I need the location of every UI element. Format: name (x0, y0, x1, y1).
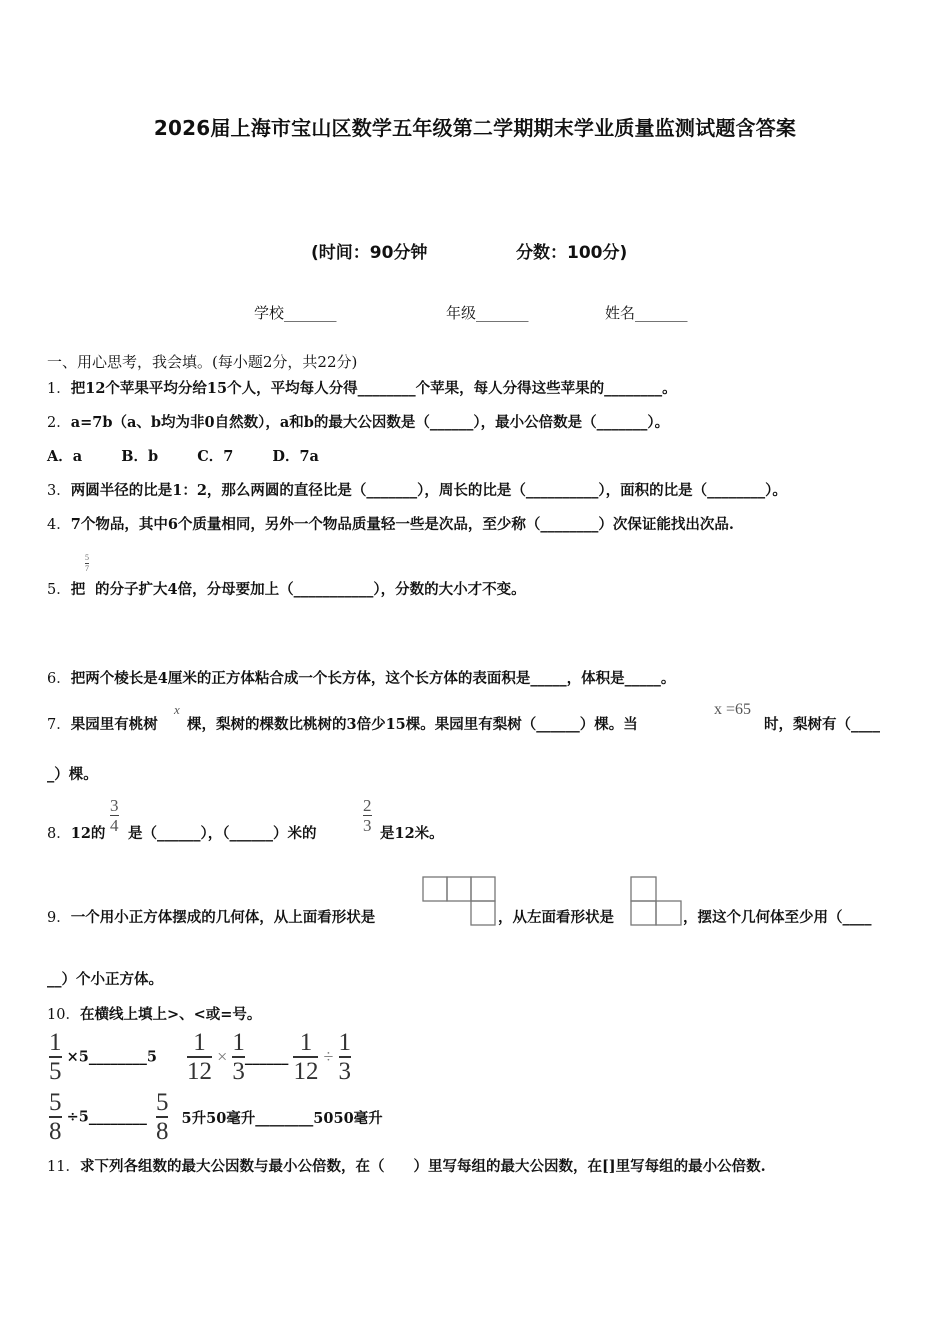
question-number: 10． (47, 1007, 80, 1023)
denominator: 3 (232, 1058, 245, 1085)
compare-row-1b (187, 1030, 351, 1084)
school-field: 学校_______ (254, 304, 337, 322)
question-text: 求下列各组数的最大公因数与最小公倍数，在（ ）里写每组的最大公因数，在[]里写每组的最小公倍数. (79, 1158, 766, 1175)
question-number: 4． (47, 517, 71, 533)
question-5 (47, 578, 85, 599)
question-text-pre: 果园里有桃树 (70, 716, 158, 733)
fraction-2-3 (363, 797, 372, 834)
question-text: 在横线上填上>、<或=号。 (79, 1006, 262, 1023)
question-text-post: 时，梨树有（____ (764, 716, 880, 733)
compare-expr-1: ×5________5 (66, 1048, 157, 1066)
question-11 (47, 1155, 766, 1176)
compare-blank: ______ (244, 1048, 289, 1066)
fraction-3-4 (110, 797, 119, 834)
top-view-figure (422, 876, 498, 928)
divide-sign: ÷ (323, 1046, 334, 1067)
question-7-post (764, 713, 880, 734)
compare-expr-2: ÷5________ (66, 1108, 147, 1126)
question-text-p3: 是12米。 (380, 825, 444, 842)
question-10 (47, 1003, 261, 1024)
question-7-cont (47, 763, 98, 784)
question-text-p2: 是（______），（______）米的 (128, 825, 317, 842)
question-text: 7个物品，其中6个质量相同，另外一个物品质量轻一些是次品，至少称（________）次保证能找出次品. (70, 516, 734, 533)
option-d: D．7a (272, 448, 319, 465)
option-c: C．7 (197, 448, 234, 465)
numerator: 1 (338, 1029, 352, 1056)
compare-row-2 (49, 1090, 383, 1144)
question-number: 1． (47, 381, 71, 397)
denominator: 4 (110, 816, 119, 835)
question-3 (47, 479, 787, 500)
question-text-p1: 12的 (70, 825, 106, 842)
numerator: 3 (110, 796, 119, 815)
denominator: 8 (49, 1118, 62, 1145)
question-number: 8． (47, 826, 71, 842)
question-number: 5． (47, 582, 71, 598)
denominator: 5 (49, 1058, 62, 1085)
question-9-mid (498, 906, 614, 927)
question-2 (47, 411, 669, 432)
condition-x-65: x =65 (714, 701, 752, 718)
question-text-mid: 棵，梨树的棵数比桃树的3倍少15棵。果园里有梨树（______）棵。当 (187, 716, 638, 733)
question-text-mid: ，从左面看形状是 (498, 909, 614, 926)
option-a: A．a (47, 448, 83, 465)
question-6 (47, 667, 675, 688)
denominator: 3 (363, 816, 372, 835)
numerator: 5 (49, 1089, 62, 1116)
numerator: 5 (155, 1089, 169, 1116)
left-view-figure (630, 876, 684, 928)
question-text-post: 的分子扩大4倍，分母要加上（___________），分数的大小才不变。 (95, 581, 526, 598)
question-text: 两圆半径的比是1：2，那么两圆的直径比是（_______），周长的比是（__________），面积的比是（________）。 (70, 482, 787, 499)
question-7 (47, 713, 158, 734)
numerator: 1 (299, 1029, 313, 1056)
question-text: 把两个棱长是4厘米的正方体粘合成一个长方体，这个长方体的表面积是_____，体积是_____。 (70, 670, 676, 687)
question-number: 6． (47, 671, 71, 687)
exam-score: 分数：100分) (516, 243, 628, 263)
page-title: 2026届上海市宝山区数学五年级第二学期期末学业质量监测试题含答案 (153, 116, 797, 140)
question-text-cont: _）棵。 (47, 766, 98, 783)
section-header: 一、用心思考，我会填。(每小题2分，共22分) (47, 353, 358, 371)
question-9-cont (47, 968, 163, 989)
denominator: 8 (155, 1118, 169, 1145)
question-text-pre: 把 (70, 581, 86, 598)
question-number: 11． (47, 1159, 80, 1175)
question-number: 7． (47, 717, 71, 733)
question-text-cont: __）个小正方体。 (47, 971, 163, 988)
numerator: 2 (363, 796, 372, 815)
question-8-mid (128, 822, 317, 843)
compare-row-1 (49, 1030, 157, 1084)
question-number: 9． (47, 910, 71, 926)
grade-field: 年级_______ (446, 304, 529, 322)
question-9 (47, 906, 375, 927)
fraction-5-7 (85, 553, 89, 573)
question-7-mid (187, 713, 638, 734)
question-8-post (380, 822, 444, 843)
denominator: 3 (338, 1058, 352, 1085)
question-text: a=7b（a、b均为非0自然数），a和b的最大公因数是（______），最小公倍数是（_______）。 (70, 414, 670, 431)
numerator: 1 (193, 1029, 206, 1056)
numerator: 5 (85, 553, 89, 562)
question-text-pre: 一个用小正方体摆成的几何体，从上面看形状是 (70, 909, 376, 926)
variable-x: x (174, 702, 180, 717)
question-8 (47, 822, 105, 843)
question-9-post (683, 906, 872, 927)
question-number: 3． (47, 483, 71, 499)
question-1 (47, 377, 677, 398)
question-4 (47, 513, 734, 534)
name-field: 姓名_______ (605, 304, 688, 322)
times-sign: × (217, 1046, 228, 1067)
question-2-options (47, 445, 319, 466)
denominator: 7 (85, 564, 89, 573)
question-number: 2． (47, 415, 71, 431)
compare-expr-3: 5升50毫升________5050毫升 (181, 1109, 383, 1127)
numerator: 1 (232, 1029, 245, 1056)
exam-time: (时间：90分钟 (311, 243, 428, 263)
question-text-post: ，摆这个几何体至少用（____ (683, 909, 872, 926)
denominator: 12 (187, 1058, 212, 1085)
denominator: 12 (293, 1058, 319, 1085)
option-b: B．b (121, 448, 159, 465)
question-5-rest (95, 578, 526, 599)
numerator: 1 (49, 1029, 62, 1056)
question-text: 把12个苹果平均分给15个人，平均每人分得________个苹果，每人分得这些苹果的________。 (70, 380, 677, 397)
